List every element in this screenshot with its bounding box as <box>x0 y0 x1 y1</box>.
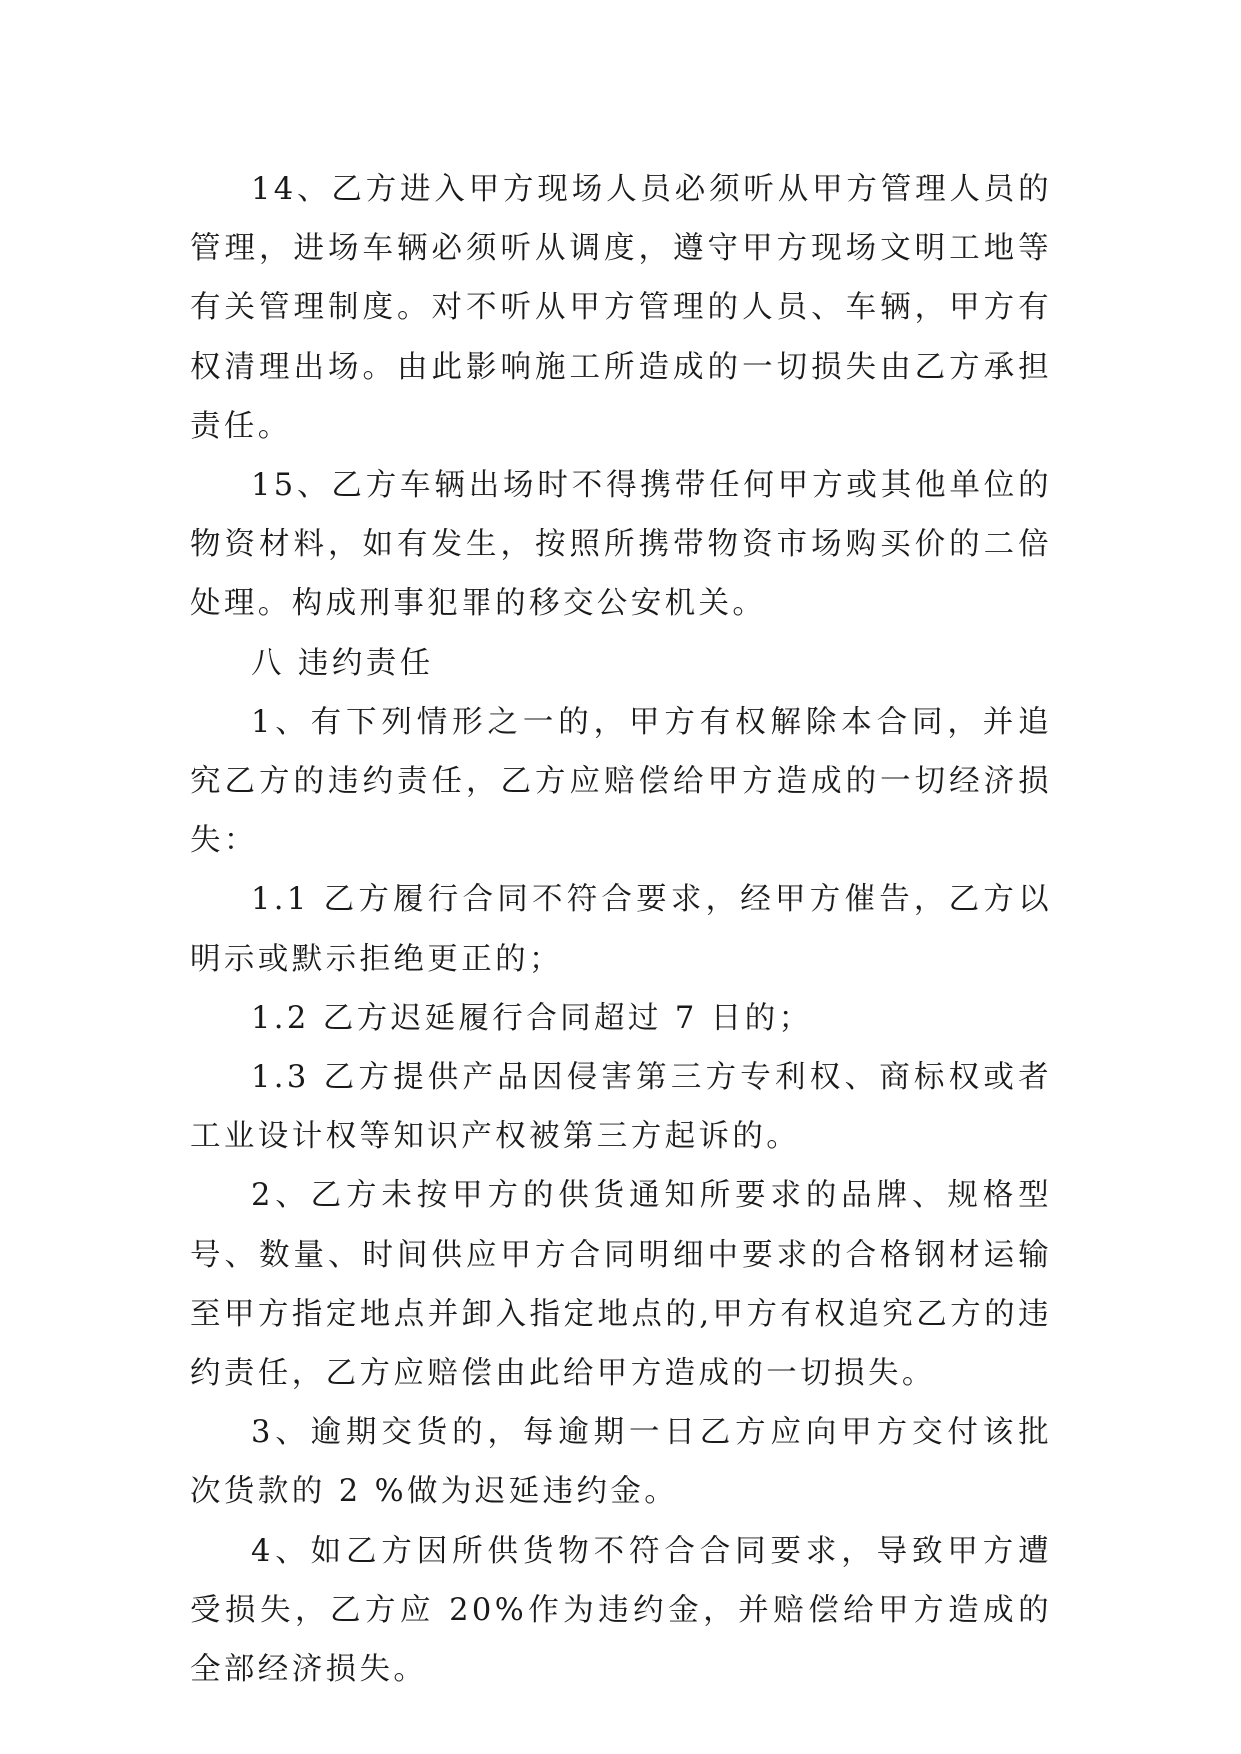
clause-breach-4: 4、如乙方因所供货物不符合合同要求，导致甲方遭受损失，乙方应 20%作为违约金，并赔偿给甲方造成的全部经济损失。 <box>190 1533 1052 1688</box>
clause-breach-2: 2、乙方未按甲方的供货通知所要求的品牌、规格型号、数量、时间供应甲方合同明细中要求的合格钢材运输至甲方指定地点并卸入指定地点的,甲方有权追究乙方的违约责任，乙方应赔偿由此给甲方造成的一切损失。 <box>190 1178 1052 1392</box>
clause-14: 14、乙方进入甲方现场人员必须听从甲方管理人员的管理，进场车辆必须听从调度，遵守甲方现场文明工地等有关管理制度。对不听从甲方管理的人员、车辆，甲方有权清理出场。由此影响施工所造成的一切损失由乙方承担责任。 <box>190 172 1052 444</box>
clause-breach-1-3: 1.3 乙方提供产品因侵害第三方专利权、商标权或者工业设计权等知识产权被第三方起诉的。 <box>190 1060 1052 1155</box>
clause-15: 15、乙方车辆出场时不得携带任何甲方或其他单位的物资材料，如有发生，按照所携带物资市场购买价的二倍处理。构成刑事犯罪的移交公安机关。 <box>190 468 1052 622</box>
section-heading-breach: 八 违约责任 <box>251 645 434 681</box>
clause-breach-1-1: 1.1 乙方履行合同不符合要求，经甲方催告，乙方以明示或默示拒绝更正的； <box>190 882 1052 977</box>
clause-breach-1: 1、有下列情形之一的，甲方有权解除本合同，并追究乙方的违约责任，乙方应赔偿给甲方造成的一切经济损失： <box>190 704 1052 859</box>
document-body <box>190 160 1052 1699</box>
clause-breach-3: 3、逾期交货的，每逾期一日乙方应向甲方交付该批次货款的 2 %做为迟延违约金。 <box>190 1415 1052 1510</box>
clause-breach-1-2: 1.2 乙方迟延履行合同超过 7 日的； <box>251 1000 813 1036</box>
